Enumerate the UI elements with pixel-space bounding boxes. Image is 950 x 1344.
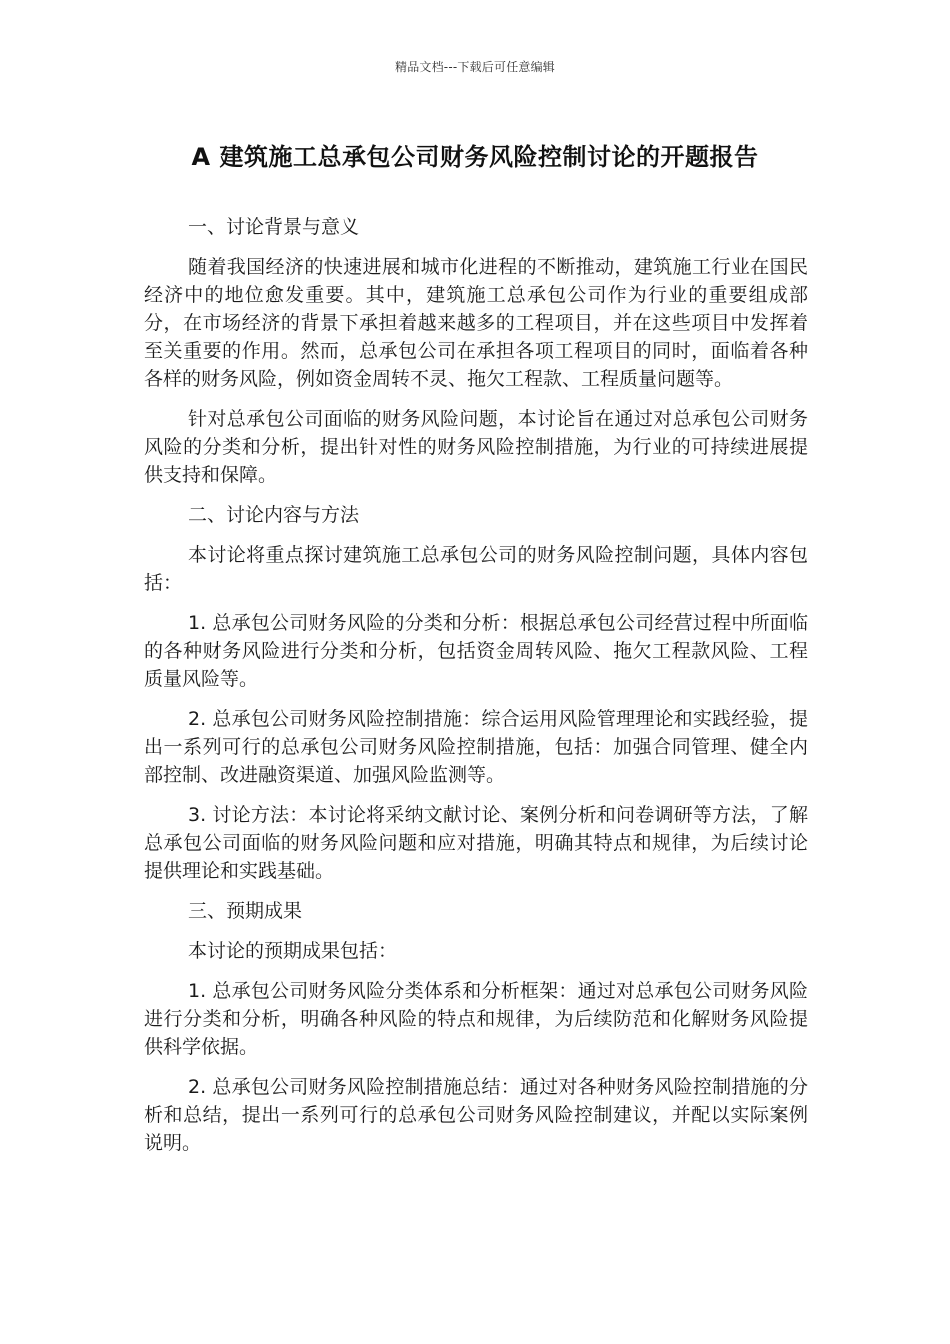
list-item: 1. 总承包公司财务风险的分类和分析：根据总承包公司经营过程中所面临的各种财务风险进行分类和分析，包括资金周转风险、拖欠工程款风险、工程质量风险等。	[144, 612, 808, 690]
document-title: A 建筑施工总承包公司财务风险控制讨论的开题报告	[191, 143, 759, 171]
paragraph: 针对总承包公司面临的财务风险问题，本讨论旨在通过对总承包公司财务风险的分类和分析，提出针对性的财务风险控制措施，为行业的可持续进展提供支持和保障。	[144, 408, 808, 486]
section-heading-expected-results: 三、预期成果	[188, 900, 303, 922]
paragraph: 本讨论的预期成果包括：	[188, 940, 398, 962]
paragraph: 随着我国经济的快速进展和城市化进程的不断推动，建筑施工行业在国民经济中的地位愈发重要。其中，建筑施工总承包公司作为行业的重要组成部分，在市场经济的背景下承担着越来越多的工程项目，并在这些项目中发挥着至关重要的作用。然而，总承包公司在承担各项工程项目的同时，面临着各种各样的财务风险，例如资金周转不灵、拖欠工程款、工程质量问题等。	[144, 256, 808, 390]
list-item: 2. 总承包公司财务风险控制措施总结：通过对各种财务风险控制措施的分析和总结，提出一系列可行的总承包公司财务风险控制建议，并配以实际案例说明。	[144, 1076, 808, 1154]
section-heading-background: 一、讨论背景与意义	[188, 216, 360, 238]
list-item: 3. 讨论方法：本讨论将采纳文献讨论、案例分析和问卷调研等方法，了解总承包公司面临的财务风险问题和应对措施，明确其特点和规律，为后续讨论提供理论和实践基础。	[144, 804, 808, 882]
document-body	[144, 213, 808, 1169]
list-item: 1. 总承包公司财务风险分类体系和分析框架：通过对总承包公司财务风险进行分类和分析，明确各种风险的特点和规律，为后续防范和化解财务风险提供科学依据。	[144, 980, 808, 1058]
list-item: 2. 总承包公司财务风险控制措施：综合运用风险管理理论和实践经验，提出一系列可行的总承包公司财务风险控制措施，包括：加强合同管理、健全内部控制、改进融资渠道、加强风险监测等。	[144, 708, 808, 786]
header-note: 精品文档---下载后可任意编辑	[395, 60, 555, 74]
paragraph: 本讨论将重点探讨建筑施工总承包公司的财务风险控制问题，具体内容包括：	[144, 544, 808, 594]
section-heading-content-method: 二、讨论内容与方法	[188, 504, 360, 526]
